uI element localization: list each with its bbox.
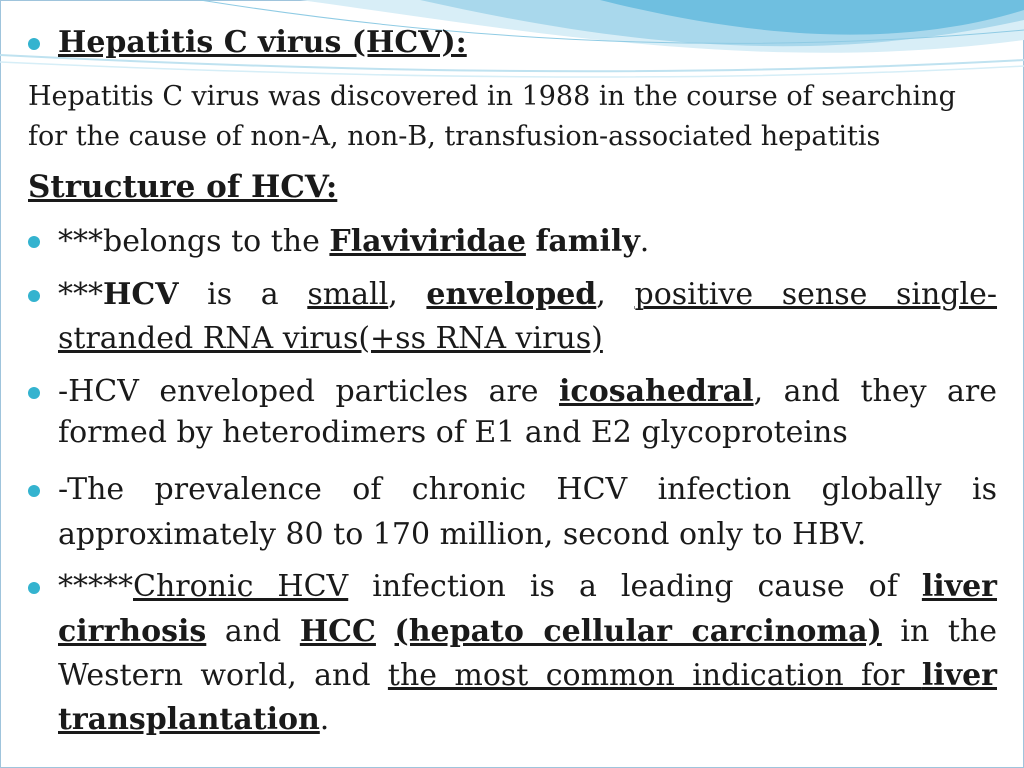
bullet-5-line-3: Western world, and the most common indication for liver: [58, 658, 997, 693]
bullet-icon: [28, 236, 40, 248]
bullet-2-line-1: ***HCV is a small, enveloped, positive sense single-: [58, 277, 998, 312]
section-heading-structure: Structure of HCV:: [28, 169, 338, 205]
bullet-icon: [28, 387, 40, 399]
bullet-3-line-2: formed by heterodimers of E1 and E2 glycoproteins: [58, 415, 848, 450]
bullet-icon: [28, 582, 40, 594]
intro-line-2: for the cause of non-A, non-B, transfusion-associated hepatitis: [28, 121, 881, 152]
bullet-1-text: ***belongs to the Flaviviridae family.: [58, 224, 650, 259]
bullet-5-line-4: transplantation.: [58, 702, 330, 737]
bullet-5-line-2: cirrhosis and HCC (hepato cellular carcinoma) in the: [58, 614, 997, 649]
bullet-icon: [28, 290, 40, 302]
bullet-4-line-2: approximately 80 to 170 million, second only to HBV.: [58, 517, 867, 552]
bullet-2-line-2: stranded RNA virus(+ss RNA virus): [58, 321, 603, 356]
bullet-4-line-1: -The prevalence of chronic HCV infection globally is: [58, 472, 997, 507]
bullet-3-line-1: -HCV enveloped particles are icosahedral, and they are: [58, 374, 997, 409]
bullet-icon: [28, 38, 40, 50]
intro-line-1: Hepatitis C virus was discovered in 1988 in the course of searching: [28, 81, 956, 112]
bullet-icon: [28, 485, 40, 497]
bullet-5-line-1: *****Chronic HCV infection is a leading cause of liver: [58, 569, 997, 604]
page-title: Hepatitis C virus (HCV):: [58, 25, 467, 60]
